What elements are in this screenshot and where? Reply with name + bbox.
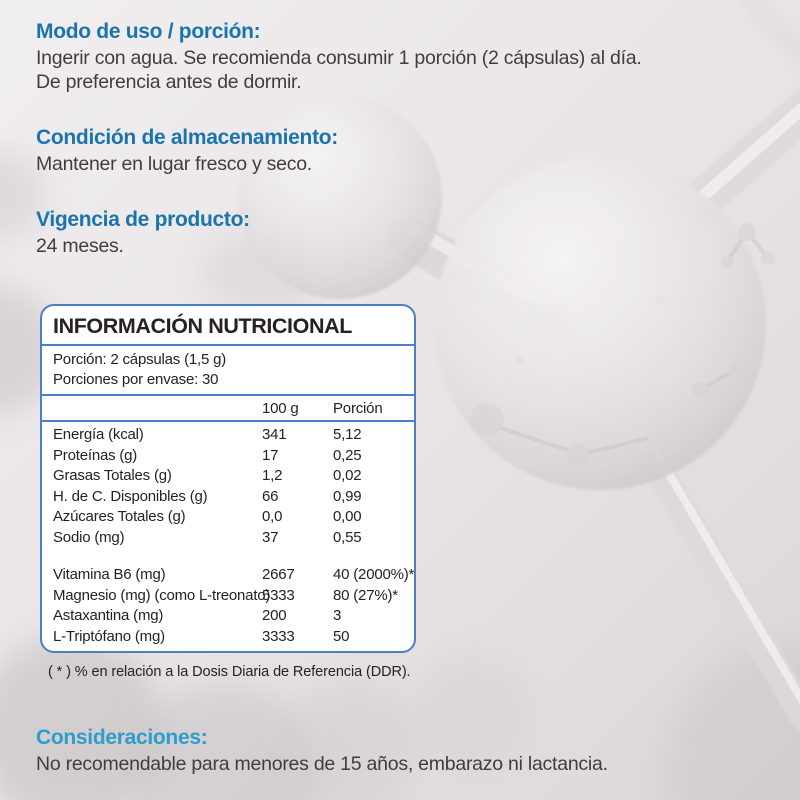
nutrient-per-portion: 3 xyxy=(333,607,342,624)
storage-heading: Condición de almacenamiento: xyxy=(36,126,338,149)
nutrition-table-title: INFORMACIÓN NUTRICIONAL xyxy=(53,314,352,338)
considerations-heading: Consideraciones: xyxy=(36,726,208,749)
active-ingredient-rows xyxy=(42,565,414,647)
nutrient-per-portion: 0,25 xyxy=(333,446,362,464)
table-row xyxy=(42,606,414,627)
nutrient-per-100g: 2667 xyxy=(262,566,295,583)
nutrient-per-portion: 0,99 xyxy=(333,487,362,505)
table-row xyxy=(42,627,414,648)
table-row xyxy=(42,446,414,467)
column-spacer xyxy=(53,399,262,418)
shelf-life-section xyxy=(36,208,250,258)
nutrient-per-100g: 66 xyxy=(262,487,279,505)
nutrient-label: L-Triptófano (mg) xyxy=(53,627,165,645)
nutrient-per-100g: 341 xyxy=(262,426,287,443)
table-row xyxy=(42,586,414,607)
usage-text-line-1: Ingerir con agua. Se recomienda consumir 1 porción (2 cápsulas) al día. xyxy=(36,47,642,69)
servings-per-container: Porciones por envase: 30 xyxy=(53,371,219,388)
storage-text: Mantener en lugar fresco y seco. xyxy=(36,153,312,175)
nutrient-per-100g: 3333 xyxy=(262,627,295,645)
table-row xyxy=(42,565,414,586)
nutrient-label: Magnesio (mg) (como L-treonato) xyxy=(53,586,271,604)
usage-section xyxy=(36,20,642,94)
nutrient-per-portion: 0,00 xyxy=(333,508,362,525)
nutrient-per-portion: 0,55 xyxy=(333,528,362,546)
nutrient-per-portion: 50 xyxy=(333,627,350,645)
macronutrient-rows xyxy=(42,422,414,548)
nutrient-per-100g: 200 xyxy=(262,607,287,624)
nutrient-per-portion: 5,12 xyxy=(333,426,362,443)
column-header-portion: Porción xyxy=(333,400,383,417)
nutrient-label: Vitamina B6 (mg) xyxy=(53,566,166,583)
nutrient-per-100g: 0,0 xyxy=(262,508,283,525)
table-row xyxy=(42,507,414,528)
nutrient-per-portion: 40 (2000%)* xyxy=(333,566,415,583)
nutrient-label: Energía (kcal) xyxy=(53,426,144,443)
usage-heading: Modo de uso / porción: xyxy=(36,20,261,43)
nutrient-per-portion: 0,02 xyxy=(333,467,362,484)
nutrient-per-100g: 37 xyxy=(262,528,279,546)
nutrient-label: Astaxantina (mg) xyxy=(53,607,164,624)
column-header-100g: 100 g xyxy=(262,400,299,417)
shelf-life-heading: Vigencia de producto: xyxy=(36,208,250,231)
nutrient-label: Grasas Totales (g) xyxy=(53,467,172,484)
considerations-section xyxy=(36,726,608,776)
serving-size: Porción: 2 cápsulas (1,5 g) xyxy=(53,351,227,368)
column-header-row xyxy=(42,396,414,420)
table-row xyxy=(42,425,414,446)
table-row xyxy=(42,466,414,487)
ddr-footnote: ( * ) % en relación a la Dosis Diaria de Referencia (DDR). xyxy=(48,664,411,680)
nutrient-per-100g: 1,2 xyxy=(262,467,283,484)
nutrient-label: Sodio (mg) xyxy=(53,528,125,546)
nutrient-label: Proteínas (g) xyxy=(53,446,138,464)
usage-text-line-2: De preferencia antes de dormir. xyxy=(36,71,302,93)
nutrient-per-100g: 17 xyxy=(262,446,279,464)
nutrient-per-portion: 80 (27%)* xyxy=(333,586,398,604)
nutrition-facts-table xyxy=(40,304,416,653)
nutrient-label: Azúcares Totales (g) xyxy=(53,508,186,525)
storage-section xyxy=(36,126,338,176)
shelf-life-text: 24 meses. xyxy=(36,235,124,257)
considerations-text: No recomendable para menores de 15 años, embarazo ni lactancia. xyxy=(36,753,608,775)
table-row xyxy=(42,487,414,508)
table-row xyxy=(42,528,414,549)
nutrient-label: H. de C. Disponibles (g) xyxy=(53,487,208,505)
nutrient-per-100g: 5333 xyxy=(262,586,295,604)
serving-info xyxy=(42,346,414,394)
